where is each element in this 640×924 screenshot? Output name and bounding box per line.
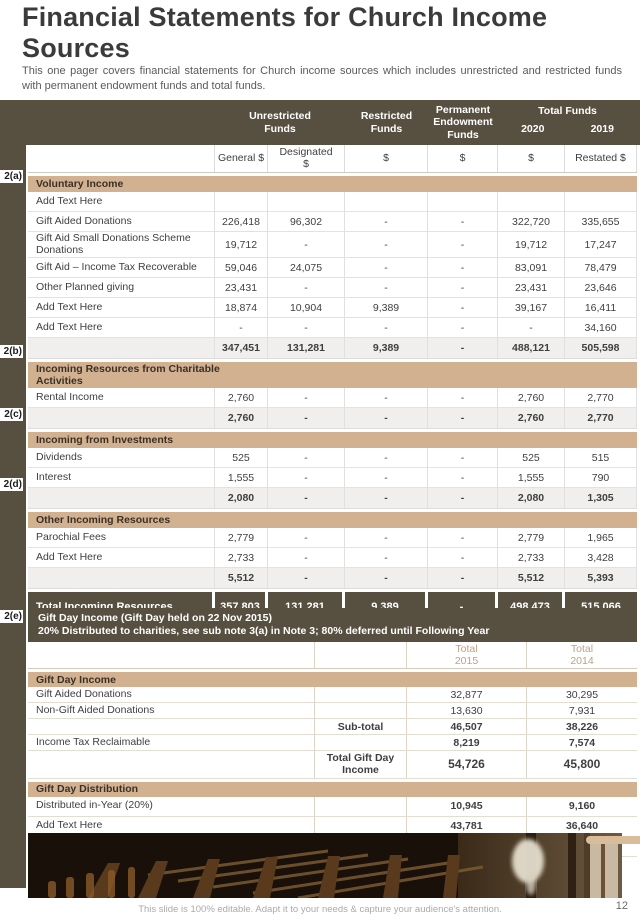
value-cell bbox=[215, 192, 268, 211]
row-label: Add Text Here bbox=[28, 548, 215, 567]
value-cell: 1,965 bbox=[565, 528, 637, 547]
sub-label-cell bbox=[315, 735, 407, 750]
value-cell: 2,760 bbox=[215, 408, 268, 428]
value-cell: 226,418 bbox=[215, 212, 268, 231]
value-2015: 54,726 bbox=[407, 751, 527, 777]
section-note-2(c): 2(c) bbox=[0, 408, 23, 421]
row-label bbox=[28, 751, 315, 777]
value-cell: 525 bbox=[498, 448, 565, 467]
value-cell: 347,451 bbox=[215, 338, 268, 358]
table-row bbox=[28, 212, 637, 232]
row-label: Add Text Here bbox=[28, 817, 315, 836]
table-row bbox=[28, 192, 637, 212]
column-subheader bbox=[28, 145, 215, 172]
table-row bbox=[28, 735, 637, 751]
table-row bbox=[28, 797, 637, 817]
value-cell: - bbox=[345, 448, 428, 467]
value-2014: 7,931 bbox=[568, 704, 596, 717]
section-header-label: Incoming Resources from Charitable Activities bbox=[36, 363, 220, 388]
value-2014: 30,295 bbox=[565, 688, 599, 701]
value-2014: 7,574 bbox=[568, 736, 596, 749]
value-cell: - bbox=[345, 212, 428, 231]
value-cell: - bbox=[428, 388, 498, 407]
value-cell: - bbox=[428, 408, 498, 428]
sub-label-cell bbox=[315, 797, 407, 816]
section-header-label: Gift Day Income bbox=[36, 673, 116, 686]
value-cell: - bbox=[345, 318, 428, 337]
section-header-label: Incoming from Investments bbox=[36, 434, 174, 447]
row-label: Add Text Here bbox=[28, 298, 215, 317]
value-cell: 78,479 bbox=[565, 258, 637, 277]
value-cell: 96,302 bbox=[268, 212, 345, 231]
table-row bbox=[28, 298, 637, 318]
table-row bbox=[28, 468, 637, 488]
period-header: Total 2015 bbox=[407, 642, 527, 668]
period-empty bbox=[28, 642, 315, 668]
row-label: Parochial Fees bbox=[28, 528, 215, 547]
value-cell: - bbox=[268, 528, 345, 547]
row-label: Gift Aid Small Donations Scheme Donations bbox=[28, 232, 215, 257]
section-note-2(b): 2(b) bbox=[0, 345, 23, 358]
value-cell: 39,167 bbox=[498, 298, 565, 317]
value-cell: 1,555 bbox=[215, 468, 268, 487]
section-header-row bbox=[28, 672, 637, 687]
church-pews-image bbox=[28, 833, 622, 898]
column-subheader: $ bbox=[428, 145, 498, 172]
value-cell: 19,712 bbox=[498, 232, 565, 257]
section-header-row bbox=[28, 782, 637, 797]
column-subheader: General $ bbox=[215, 145, 268, 172]
sub-label-cell: Sub-total bbox=[315, 719, 407, 734]
value-2015: 13,630 bbox=[407, 703, 527, 718]
value-cell bbox=[565, 192, 637, 211]
table-row bbox=[28, 278, 637, 298]
row-label: Add Text Here bbox=[28, 192, 215, 211]
value-cell: - bbox=[345, 408, 428, 428]
column-subheader: $ bbox=[345, 145, 428, 172]
table-row bbox=[28, 548, 637, 568]
row-label bbox=[28, 568, 215, 588]
value-cell: - bbox=[428, 488, 498, 508]
value-2014: 9,160 bbox=[568, 800, 596, 812]
value-cell: - bbox=[268, 468, 345, 487]
value-cell: - bbox=[268, 568, 345, 588]
table-row bbox=[28, 448, 637, 468]
year-2020-label: 2020 bbox=[521, 123, 545, 136]
value-cell: 335,655 bbox=[565, 212, 637, 231]
value-cell: 2,770 bbox=[565, 388, 637, 407]
row-label bbox=[28, 338, 215, 358]
row-label bbox=[28, 488, 215, 508]
row-label bbox=[28, 719, 315, 734]
value-cell: 5,393 bbox=[565, 568, 637, 588]
section-header-row bbox=[28, 512, 637, 528]
value-cell: - bbox=[345, 488, 428, 508]
table-row bbox=[28, 751, 637, 778]
value-cell: - bbox=[268, 448, 345, 467]
value-cell bbox=[498, 192, 565, 211]
row-label: Distributed in-Year (20%) bbox=[28, 797, 315, 816]
table-row bbox=[28, 687, 637, 703]
group-header-restricted: Restricted Funds bbox=[360, 110, 413, 135]
value-cell: 19,712 bbox=[215, 232, 268, 257]
value-2014: 36,640 bbox=[565, 820, 599, 832]
value-cell: 2,760 bbox=[498, 408, 565, 428]
row-label: Gift Aid – Income Tax Recoverable bbox=[28, 258, 215, 277]
value-cell: 1,555 bbox=[498, 468, 565, 487]
column-subheader: Designated $ bbox=[268, 145, 345, 172]
value-cell: - bbox=[428, 338, 498, 358]
value-cell bbox=[345, 192, 428, 211]
value-cell: 488,121 bbox=[498, 338, 565, 358]
value-cell bbox=[268, 192, 345, 211]
value-cell: 2,760 bbox=[215, 388, 268, 407]
gift-day-table-body bbox=[28, 642, 637, 856]
value-cell: - bbox=[345, 548, 428, 567]
section-note-2(a): 2(a) bbox=[0, 170, 23, 183]
value-cell: 10,904 bbox=[268, 298, 345, 317]
value-cell bbox=[428, 192, 498, 211]
section-note-2(d): 2(d) bbox=[0, 478, 23, 491]
value-cell: - bbox=[428, 468, 498, 487]
value-cell: - bbox=[428, 298, 498, 317]
value-cell: - bbox=[428, 528, 498, 547]
value-cell: 2,779 bbox=[215, 528, 268, 547]
section-header-row bbox=[28, 362, 637, 388]
value-2015: 46,507 bbox=[407, 719, 527, 734]
period-header-row bbox=[28, 642, 637, 669]
period-header: Total 2014 bbox=[570, 643, 594, 668]
group-header-unrestricted: Unrestricted Funds bbox=[249, 110, 311, 135]
value-cell: 2,733 bbox=[498, 548, 565, 567]
table-row bbox=[28, 338, 637, 359]
gift-day-table bbox=[28, 608, 637, 857]
table-row bbox=[28, 258, 637, 278]
value-cell: 525 bbox=[215, 448, 268, 467]
value-cell: - bbox=[215, 318, 268, 337]
value-cell: - bbox=[345, 568, 428, 588]
period-empty bbox=[315, 642, 407, 668]
page-title: Financial Statements for Church Income Sources bbox=[22, 2, 548, 63]
value-cell: 5,512 bbox=[498, 568, 565, 588]
value-cell: - bbox=[345, 258, 428, 277]
year-2019-label: 2019 bbox=[590, 123, 614, 136]
row-label: Dividends bbox=[28, 448, 215, 467]
value-cell: 2,080 bbox=[215, 488, 268, 508]
page-number: 12 bbox=[615, 900, 628, 912]
value-cell: 505,598 bbox=[565, 338, 637, 358]
section-header-label: Gift Day Distribution bbox=[36, 782, 139, 795]
table-row bbox=[28, 318, 637, 338]
value-cell: 2,733 bbox=[215, 548, 268, 567]
row-label: Add Text Here bbox=[28, 318, 215, 337]
value-cell: - bbox=[268, 388, 345, 407]
value-cell: - bbox=[345, 528, 428, 547]
sub-label-cell bbox=[315, 703, 407, 718]
value-2015: 10,945 bbox=[407, 797, 527, 816]
right-accent-bar bbox=[586, 836, 640, 844]
table-row bbox=[28, 568, 637, 589]
footer-note: This slide is 100% editable. Adapt it to your needs & capture your audience's attention. bbox=[138, 904, 502, 915]
value-cell: 2,779 bbox=[498, 528, 565, 547]
value-cell: - bbox=[428, 568, 498, 588]
column-subheader: $ bbox=[498, 145, 565, 172]
row-label: Rental Income bbox=[28, 388, 215, 407]
row-label: Non-Gift Aided Donations bbox=[28, 703, 315, 718]
value-2015: 32,877 bbox=[407, 687, 527, 702]
value-cell: 3,428 bbox=[565, 548, 637, 567]
value-cell: - bbox=[268, 408, 345, 428]
value-cell: - bbox=[345, 278, 428, 297]
value-cell: 16,411 bbox=[565, 298, 637, 317]
sub-label-cell: Total Gift Day Income bbox=[315, 751, 407, 777]
value-cell: - bbox=[268, 232, 345, 257]
gift-day-header-line2: 20% Distributed to charities, see sub note 3(a) in Note 3; 80% deferred until Following Year bbox=[38, 625, 490, 638]
value-2015: 8,219 bbox=[407, 735, 527, 750]
value-cell: 1,305 bbox=[565, 488, 637, 508]
value-cell: - bbox=[428, 232, 498, 257]
value-cell: - bbox=[428, 448, 498, 467]
value-cell: - bbox=[345, 232, 428, 257]
section-header-label: Other Incoming Resources bbox=[36, 514, 171, 527]
column-subheader: Restated $ bbox=[565, 145, 637, 172]
value-cell: 5,512 bbox=[215, 568, 268, 588]
group-header-total-funds: Total Funds 2020 2019 bbox=[498, 100, 637, 145]
value-cell: - bbox=[428, 548, 498, 567]
section-header-row bbox=[28, 176, 637, 192]
section-note-2(e): 2(e) bbox=[0, 610, 23, 623]
value-cell: - bbox=[428, 318, 498, 337]
value-cell: 2,760 bbox=[498, 388, 565, 407]
value-2015: 43,781 bbox=[407, 817, 527, 836]
left-accent-bar bbox=[0, 145, 26, 888]
group-header-empty bbox=[28, 100, 215, 145]
value-cell: 83,091 bbox=[498, 258, 565, 277]
sub-label-cell bbox=[315, 687, 407, 702]
table-row bbox=[28, 719, 637, 735]
income-table-body bbox=[28, 176, 637, 622]
column-subheader-row bbox=[28, 145, 637, 173]
table-row bbox=[28, 232, 637, 258]
value-cell: 18,874 bbox=[215, 298, 268, 317]
value-cell: 9,389 bbox=[345, 298, 428, 317]
table-row bbox=[28, 488, 637, 509]
value-2014: 45,800 bbox=[563, 757, 601, 772]
value-cell: 2,770 bbox=[565, 408, 637, 428]
value-cell: - bbox=[268, 318, 345, 337]
value-cell: - bbox=[345, 388, 428, 407]
value-cell: 9,389 bbox=[345, 338, 428, 358]
value-cell: 515 bbox=[565, 448, 637, 467]
section-header-row bbox=[28, 432, 637, 448]
row-label: Income Tax Reclaimable bbox=[28, 735, 315, 750]
value-cell: 2,080 bbox=[498, 488, 565, 508]
row-label: Gift Aided Donations bbox=[28, 687, 315, 702]
value-cell: 131,281 bbox=[268, 338, 345, 358]
gift-day-table-header bbox=[28, 608, 637, 642]
group-header-row bbox=[28, 100, 637, 145]
value-cell: 23,646 bbox=[565, 278, 637, 297]
value-cell: 23,431 bbox=[498, 278, 565, 297]
value-cell: 790 bbox=[565, 468, 637, 487]
value-cell: 23,431 bbox=[215, 278, 268, 297]
value-cell: 34,160 bbox=[565, 318, 637, 337]
page-subtitle: This one pager covers financial statements for Church income sources which includes unrestricted and restricted funds with permanent endowment funds and total funds. bbox=[22, 65, 622, 93]
section-header-label: Voluntary Income bbox=[36, 177, 124, 190]
value-cell: - bbox=[498, 318, 565, 337]
table-row bbox=[28, 703, 637, 719]
value-cell: - bbox=[268, 548, 345, 567]
gift-day-header-line1: Gift Day Income (Gift Day held on 22 Nov 2015) bbox=[38, 612, 272, 624]
value-cell: - bbox=[428, 212, 498, 231]
value-cell: - bbox=[345, 468, 428, 487]
value-cell: 17,247 bbox=[565, 232, 637, 257]
value-cell: 59,046 bbox=[215, 258, 268, 277]
row-label: Interest bbox=[28, 468, 215, 487]
value-cell: 322,720 bbox=[498, 212, 565, 231]
value-cell: - bbox=[268, 488, 345, 508]
value-2014: 38,226 bbox=[565, 720, 599, 733]
value-cell: 24,075 bbox=[268, 258, 345, 277]
table-row bbox=[28, 408, 637, 429]
row-label bbox=[28, 408, 215, 428]
row-label: Gift Aided Donations bbox=[28, 212, 215, 231]
income-sources-table bbox=[28, 100, 637, 622]
value-cell: - bbox=[268, 278, 345, 297]
row-label: Other Planned giving bbox=[28, 278, 215, 297]
group-header-permanent: Permanent Endowment Funds bbox=[433, 104, 493, 141]
value-cell: - bbox=[428, 278, 498, 297]
table-row bbox=[28, 388, 637, 408]
value-cell: - bbox=[428, 258, 498, 277]
table-row bbox=[28, 528, 637, 548]
